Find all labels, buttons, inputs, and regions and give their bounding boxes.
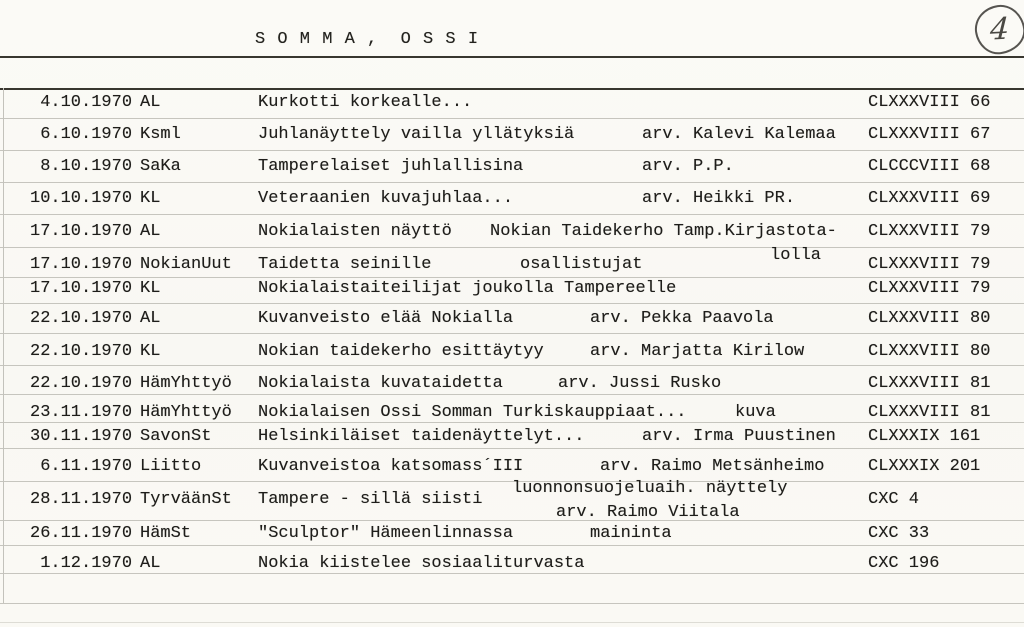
entry-text-segment: arv. Heikki PR.	[642, 189, 796, 208]
row-separator-line	[0, 603, 1024, 604]
row-separator-line	[0, 622, 1024, 623]
entry-text-segment: Veteraanien kuvajuhlaa...	[258, 189, 514, 208]
table-row	[0, 479, 1024, 522]
entry-text-segment: Taidetta seinille	[258, 255, 432, 274]
entry-publication: AL	[140, 554, 161, 573]
entry-reference: CLXXXIX 161	[868, 427, 981, 446]
entry-text-segment: arv. Raimo Metsänheimo	[600, 457, 825, 476]
entry-date: 10.10.1970	[30, 189, 133, 208]
horizontal-rule	[0, 56, 1024, 58]
entry-publication: HämYhttyö	[140, 403, 232, 422]
row-separator-line	[0, 365, 1024, 366]
entry-publication: HämYhttyö	[140, 374, 232, 393]
entry-publication: KL	[140, 189, 161, 208]
entry-reference: CLXXXVIII 69	[868, 189, 991, 208]
entry-publication: HämSt	[140, 524, 192, 543]
entry-publication: AL	[140, 222, 161, 241]
entry-text-segment: Juhlanäyttely vailla yllätyksiä	[258, 125, 575, 144]
row-separator-line	[0, 573, 1024, 574]
entry-date: 26.11.1970	[30, 524, 133, 543]
row-separator-line	[0, 150, 1024, 151]
entry-reference: CLCCCVIII 68	[868, 157, 991, 176]
entry-text-segment: kuva	[735, 403, 776, 422]
table-row	[0, 95, 1024, 112]
entry-reference: CXC 196	[868, 554, 940, 573]
entry-reference: CXC 4	[868, 490, 920, 509]
entry-text-segment: arv. Kalevi Kalemaa	[642, 125, 836, 144]
entry-publication: AL	[140, 309, 161, 328]
entry-reference: CLXXXVIII 80	[868, 342, 991, 361]
entry-publication: SavonSt	[140, 427, 212, 446]
table-row	[0, 429, 1024, 446]
entry-date: 1.12.1970	[30, 554, 133, 573]
entry-text-segment: Kuvanveistoa katsomass´III	[258, 457, 524, 476]
entry-date: 30.11.1970	[30, 427, 133, 446]
entry-reference: CLXXXVIII 66	[868, 93, 991, 112]
entry-reference: CLXXXVIII 79	[868, 279, 991, 298]
table-row	[0, 159, 1024, 176]
entry-text-segment: Nokian taidekerho esittäytyy	[258, 342, 544, 361]
row-separator-line	[0, 448, 1024, 449]
row-separator-line	[0, 394, 1024, 395]
entry-reference: CLXXXVIII 80	[868, 309, 991, 328]
entry-reference: CLXXXVIII 81	[868, 374, 991, 393]
entry-text-segment: "Sculptor" Hämeenlinnassa	[258, 524, 514, 543]
table-row	[0, 459, 1024, 476]
entry-date: 22.10.1970	[30, 374, 133, 393]
row-separator-line	[0, 333, 1024, 334]
entry-date: 6.10.1970	[30, 125, 133, 144]
entry-date: 22.10.1970	[30, 309, 133, 328]
entry-text-segment: arv. Irma Puustinen	[642, 427, 836, 446]
entry-text-segment: arv. Raimo Viitala	[556, 503, 740, 522]
entry-text-segment: Nokialaisten näyttö	[258, 222, 452, 241]
entry-publication: TyrväänSt	[140, 490, 232, 509]
entry-date: 28.11.1970	[30, 490, 133, 509]
entry-text-segment: Tampere - sillä siisti	[258, 490, 483, 509]
table-row	[0, 311, 1024, 328]
entry-text-segment: arv. P.P.	[642, 157, 734, 176]
row-separator-line	[0, 422, 1024, 423]
page-title: S O M M A , O S S I	[255, 30, 480, 49]
table-row	[0, 127, 1024, 144]
entry-publication: Ksml	[140, 125, 181, 144]
entry-date: 22.10.1970	[30, 342, 133, 361]
table-row	[0, 405, 1024, 422]
entry-text-segment: Helsinkiläiset taidenäyttelyt...	[258, 427, 585, 446]
entry-reference: CXC 33	[868, 524, 930, 543]
entry-reference: CLXXXIX 201	[868, 457, 981, 476]
page-number: 4	[989, 10, 1011, 48]
entry-text-segment: Nokialaistaiteilijat joukolla Tampereelle	[258, 279, 677, 298]
entry-text-segment: Kuvanveisto elää Nokialla	[258, 309, 514, 328]
handwritten-page-number-circle	[972, 2, 1024, 57]
table-row	[0, 191, 1024, 208]
row-separator-line	[0, 182, 1024, 183]
table-row	[0, 526, 1024, 543]
entry-date: 23.11.1970	[30, 403, 133, 422]
entry-publication: NokianUut	[140, 255, 232, 274]
entry-publication: Liitto	[140, 457, 202, 476]
entry-date: 6.11.1970	[30, 457, 133, 476]
table-row	[0, 281, 1024, 298]
entry-date: 17.10.1970	[30, 255, 133, 274]
entry-text-segment: Nokia kiistelee sosiaaliturvasta	[258, 554, 585, 573]
entry-text-segment: Kurkotti korkealle...	[258, 93, 473, 112]
horizontal-rule	[0, 88, 1024, 90]
entry-text-segment: maininta	[590, 524, 672, 543]
entry-reference: CLXXXVIII 67	[868, 125, 991, 144]
entry-date: 4.10.1970	[30, 93, 133, 112]
entry-text-segment: arv. Marjatta Kirilow	[590, 342, 805, 361]
entry-text-segment: Tamperelaiset juhlallisina	[258, 157, 524, 176]
entry-text-segment: Nokialaista kuvataidetta	[258, 374, 503, 393]
entry-date: 17.10.1970	[30, 222, 133, 241]
entry-reference: CLXXXVIII 81	[868, 403, 991, 422]
entry-reference: CLXXXVIII 79	[868, 222, 991, 241]
entry-text-segment: arv. Pekka Paavola	[590, 309, 774, 328]
entry-date: 8.10.1970	[30, 157, 133, 176]
row-separator-line	[0, 214, 1024, 215]
row-separator-line	[0, 118, 1024, 119]
row-separator-line	[0, 520, 1024, 521]
entry-publication: KL	[140, 279, 161, 298]
entry-text-segment: Nokialaisen Ossi Somman Turkiskauppiaat...	[258, 403, 687, 422]
entry-publication: AL	[140, 93, 161, 112]
row-separator-line	[0, 247, 1024, 248]
entry-publication: SaKa	[140, 157, 181, 176]
entry-date: 17.10.1970	[30, 279, 133, 298]
row-separator-line	[0, 545, 1024, 546]
row-separator-line	[0, 303, 1024, 304]
entry-text-segment: luonnonsuojeluaih. näyttely	[512, 479, 788, 498]
table-row	[0, 257, 1024, 274]
table-row	[0, 556, 1024, 573]
entry-reference: CLXXXVIII 79	[868, 255, 991, 274]
entry-text-segment: Nokian Taidekerho Tamp.Kirjastota-	[490, 222, 837, 241]
entry-text-segment: arv. Jussi Rusko	[558, 374, 722, 393]
entry-text-segment: lolla	[770, 246, 822, 265]
table-row	[0, 344, 1024, 361]
row-separator-line	[0, 277, 1024, 278]
entry-text-segment: osallistujat	[520, 255, 643, 274]
table-row	[0, 376, 1024, 393]
entry-publication: KL	[140, 342, 161, 361]
